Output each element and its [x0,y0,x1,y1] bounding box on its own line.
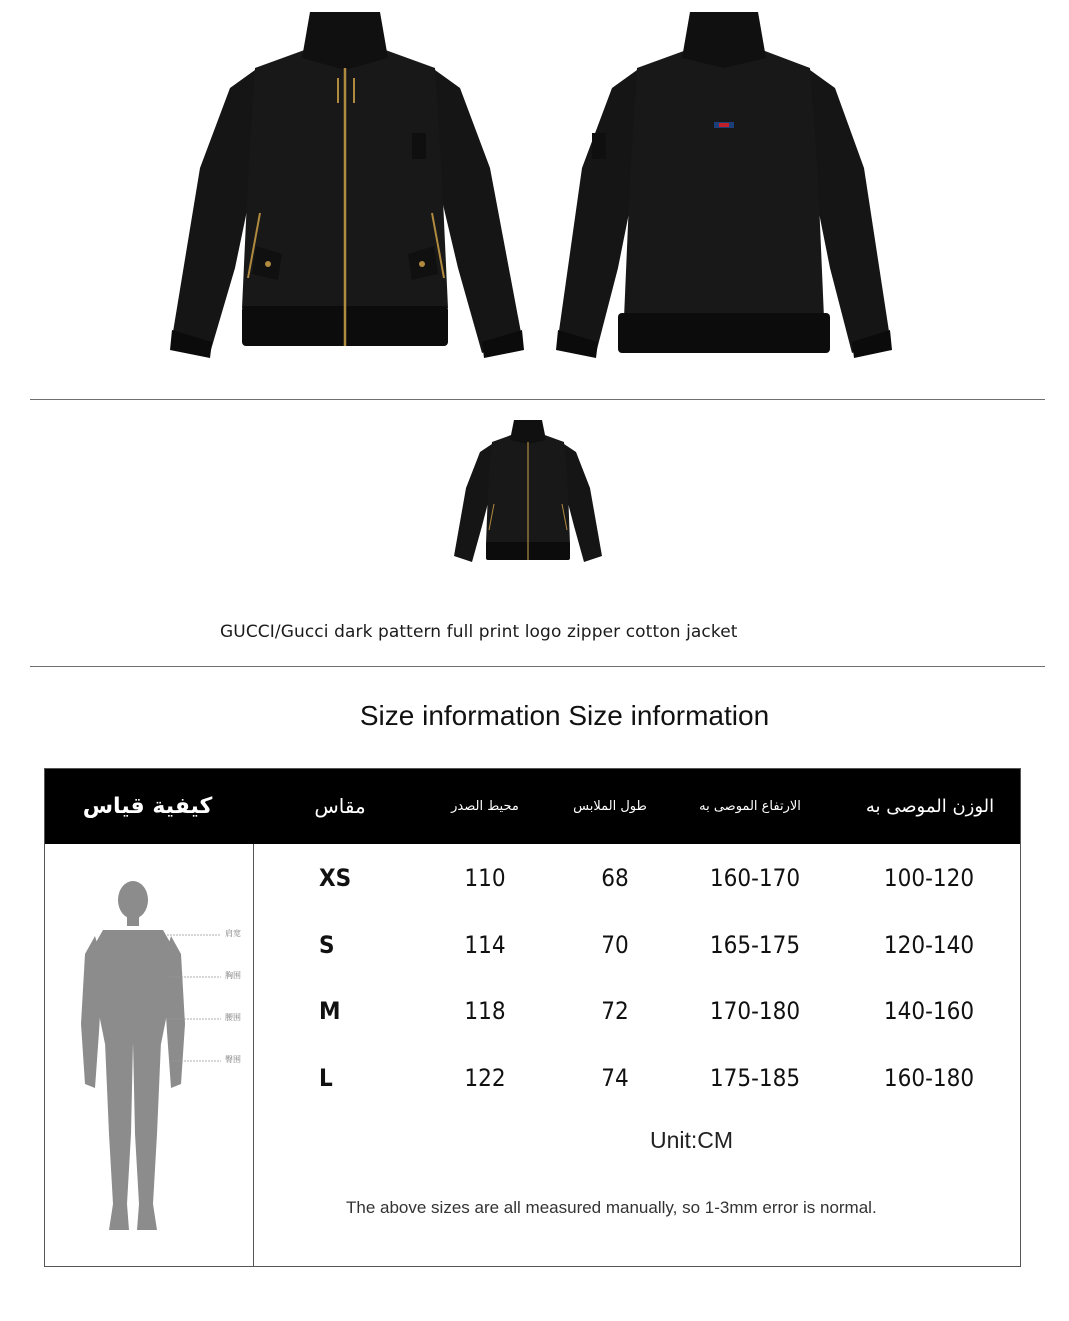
jacket-front-photo [160,8,530,364]
measurement-note: The above sizes are all measured manually, so 1-3mm error is normal. [346,1198,877,1217]
figure-label-shoulder: 肩宽 [225,929,241,938]
cell-size: M [319,997,341,1025]
unit-label: Unit:CM [650,1127,734,1153]
cell-size: XS [319,864,352,892]
cell-weight: 140-160 [883,997,975,1025]
cell-height: 165-175 [709,931,801,959]
measurement-figure [45,844,254,1267]
size-table [44,768,1021,1267]
cell-chest: 122 [464,1064,506,1092]
cell-chest: 114 [464,931,506,959]
cell-length: 70 [601,931,629,959]
cell-length: 74 [601,1064,629,1092]
figure-label-chest: 胸围 [225,971,241,980]
cell-height: 160-170 [709,864,801,892]
header-chest: محيط الصدر [451,799,519,814]
divider-top [30,399,1045,400]
cell-length: 68 [601,864,629,892]
jacket-thumbnail [452,418,604,566]
cell-chest: 110 [464,864,506,892]
size-table-header [45,769,1020,844]
cell-chest: 118 [464,997,506,1025]
cell-weight: 160-180 [883,1064,975,1092]
cell-length: 72 [601,997,629,1025]
cell-weight: 120-140 [883,931,975,959]
cell-size: S [319,931,335,959]
cell-height: 170-180 [709,997,801,1025]
cell-size: L [319,1064,333,1092]
header-size: مقاس [314,794,366,818]
jacket-back-photo [552,8,897,364]
header-length: طول الملابس [573,799,647,814]
divider-bottom [30,666,1045,667]
header-recommended-height: الارتفاع الموصى به [699,799,801,814]
size-info-heading: Size information Size information [359,700,770,731]
product-title: GUCCI/Gucci dark pattern full print logo zipper cotton jacket [220,622,738,642]
figure-label-hip: 臀围 [225,1055,241,1064]
header-recommended-weight: الوزن الموصى به [865,796,995,817]
cell-weight: 100-120 [883,864,975,892]
body-silhouette-icon [45,844,253,1267]
cell-height: 175-185 [709,1064,801,1092]
figure-label-waist: 腰围 [225,1013,241,1022]
header-how-to-measure: كيفية قياس [82,794,213,819]
